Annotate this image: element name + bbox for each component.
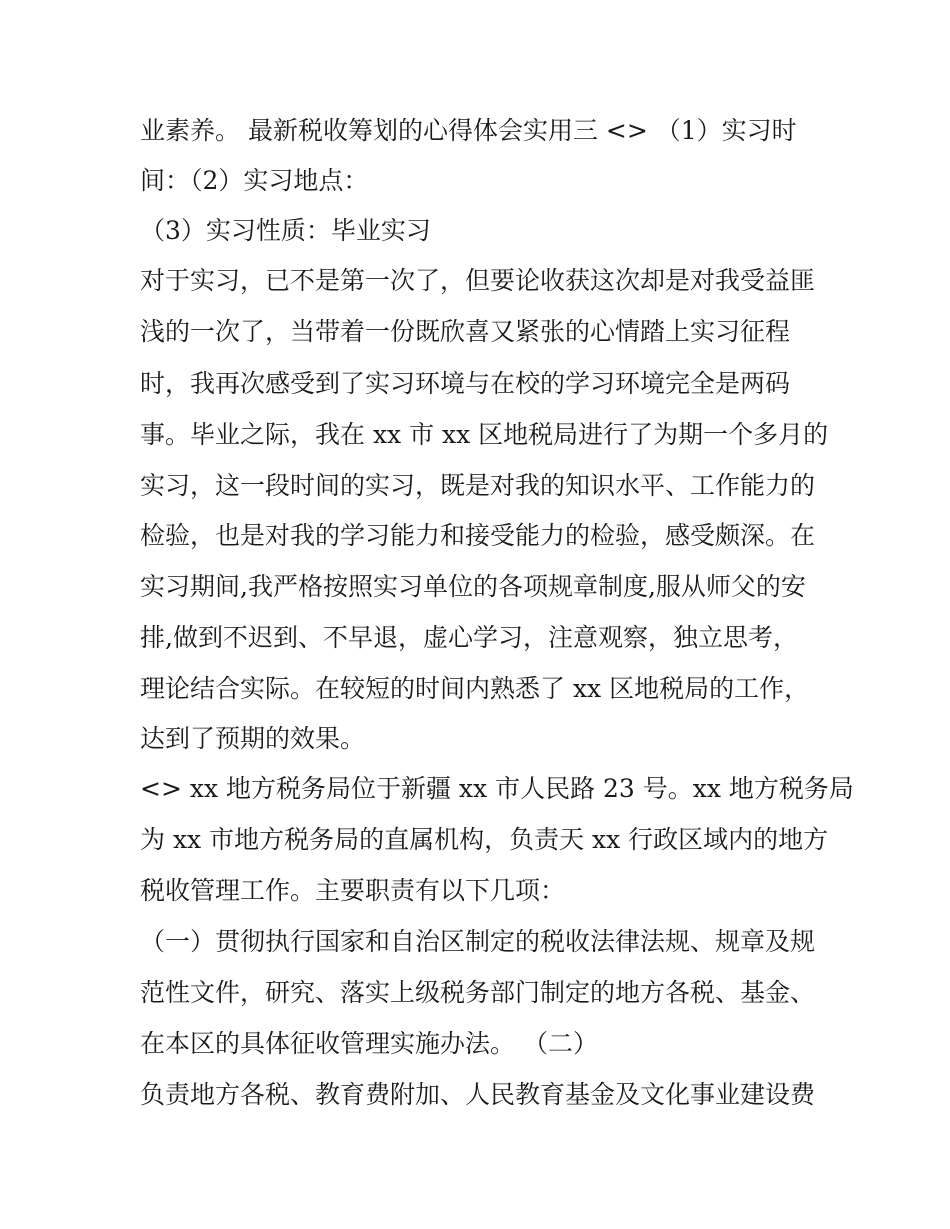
text-line: 间：（2）实习地点：	[140, 166, 369, 195]
text-line: 达到了预期的效果。	[140, 724, 366, 753]
text-line: 浅的一次了，当带着一份既欣喜又紧张的心情踏上实习征程	[140, 317, 791, 346]
text-line: 检验，也是对我的学习能力和接受能力的检验，感受颇深。在	[140, 521, 816, 550]
text-line: 业素养。 最新税收筹划的心得体会实用三 <> （1）实习时	[140, 116, 797, 145]
text-line: （3）实习性质：毕业实习	[140, 216, 431, 245]
text-line: 实习，这一段时间的实习，既是对我的知识水平、工作能力的	[140, 471, 816, 500]
text-line: 为 xx 市地方税务局的直属机构，负责天 xx 行政区域内的地方	[140, 825, 829, 854]
text-line: （一）贯彻执行国家和自治区制定的税收法律法规、规章及规	[140, 927, 816, 956]
text-line: 对于实习，已不是第一次了，但要论收获这次却是对我受益匪	[140, 266, 816, 295]
text-line: 负责地方各税、教育费附加、人民教育基金及文化事业建设费	[140, 1080, 816, 1109]
text-line: 范性文件，研究、落实上级税务部门制定的地方各税、基金、	[140, 978, 816, 1007]
text-line: 排,做到不迟到、不早退，虚心学习，注意观察，独立思考，	[140, 623, 798, 652]
text-line: 税收管理工作。主要职责有以下几项：	[140, 876, 566, 905]
text-line: 在本区的具体征收管理实施办法。 （二）	[140, 1029, 598, 1058]
text-line: <> xx 地方税务局位于新疆 xx 市人民路 23 号。xx 地方税务局	[140, 774, 854, 803]
text-line: 事。毕业之际，我在 xx 市 xx 区地税局进行了为期一个多月的	[140, 420, 829, 449]
text-line: 实习期间,我严格按照实习单位的各项规章制度,服从师父的安	[140, 572, 806, 601]
text-line: 理论结合实际。在较短的时间内熟悉了 xx 区地税局的工作，	[140, 674, 810, 703]
text-line: 时，我再次感受到了实习环境与在校的学习环境完全是两码	[140, 369, 791, 398]
